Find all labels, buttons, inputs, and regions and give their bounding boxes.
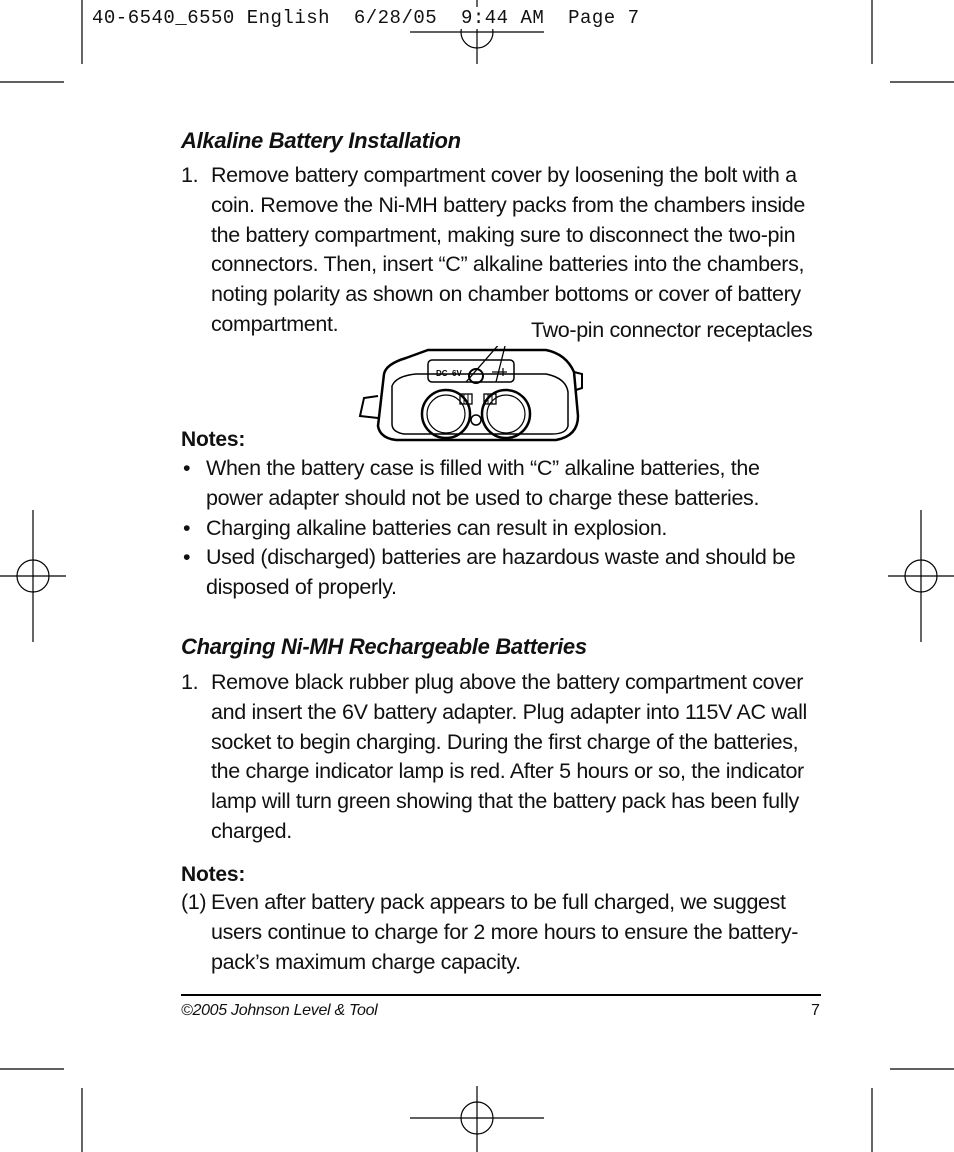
note-text: Charging alkaline batteries can result in explosion. (206, 516, 668, 540)
step-number: 1. (181, 670, 199, 694)
bullet-marker: • (183, 545, 191, 569)
notes-heading-nimh: Notes: (181, 863, 246, 886)
alkaline-note-1 (181, 454, 826, 514)
note-text: Used (discharged) batteries are hazardous waste and should be disposed of properly. (206, 545, 796, 599)
battery-compartment-illustration (356, 346, 586, 446)
nimh-step-1 (181, 668, 826, 847)
panel-label-6v: 6V (452, 369, 462, 378)
note-text: When the battery case is filled with “C” alkaline batteries, the power adapter should not be used to charge these batteries. (206, 456, 760, 510)
note-text: Even after battery pack appears to be full charged, we suggest users continue to charge for 2 more hours to ensure the battery-pack’s maximum charge capacity. (211, 890, 799, 974)
print-slug: 40-6540_6550 English 6/28/05 9:44 AM Page 7 (92, 7, 640, 29)
nimh-note-1 (181, 888, 826, 977)
section-heading-alkaline: Alkaline Battery Installation (181, 128, 461, 153)
note-marker: (1) (181, 890, 207, 914)
footer-copyright: ©2005 Johnson Level & Tool (181, 1002, 378, 1019)
bullet-marker: • (183, 516, 191, 540)
notes-heading-alkaline: Notes: (181, 428, 246, 451)
bullet-marker: • (183, 456, 191, 480)
step-text: Remove black rubber plug above the battery compartment cover and insert the 6V battery adapter. Plug adapter into 115V AC wall socket to begin charging. During the first charge of the batteries, the charge indicator lamp is red. After 5 hours or so, the indicator lamp will turn green showing that the battery pack has been fully charged. (211, 670, 807, 843)
footer-rule (181, 994, 821, 996)
figure-callout-label: Two-pin connector receptacles (531, 318, 813, 342)
step-number: 1. (181, 163, 199, 187)
section-heading-nimh: Charging Ni-MH Rechargeable Batteries (181, 634, 587, 659)
step-text: Remove battery compartment cover by loosening the bolt with a coin. Remove the Ni-MH battery packs from the chambers inside the battery compartment, making sure to disconnect the two-pin connectors. Then, insert “C” alkaline batteries into the chambers, noting polarity as shown on chamber bottoms or cover of battery compartment. (211, 163, 806, 336)
footer-page-number: 7 (811, 1002, 820, 1019)
alkaline-note-2 (181, 514, 826, 544)
alkaline-note-3 (181, 543, 826, 603)
panel-label-dc: DC (436, 369, 448, 378)
alkaline-step-1 (181, 161, 826, 340)
